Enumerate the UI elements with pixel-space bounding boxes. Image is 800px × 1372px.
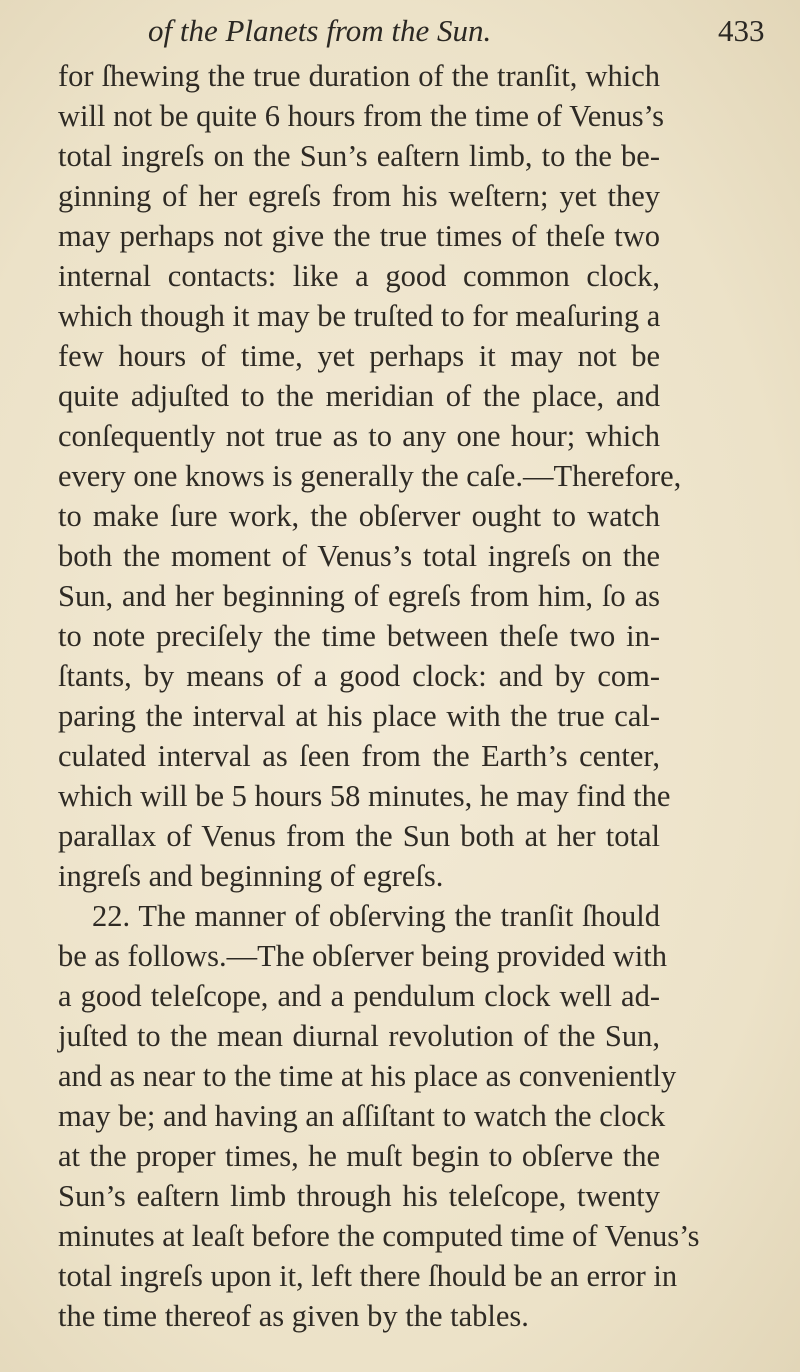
text-line: culated interval as ſeen from the Earth’s center,: [58, 739, 660, 773]
text-line: the time thereof as given by the tables.: [58, 1299, 529, 1333]
text-line: ingreſs and beginning of egreſs.: [58, 859, 444, 893]
text-line: paring the interval at his place with the true cal-: [58, 699, 660, 733]
text-line: a good teleſcope, and a pendulum clock well ad-: [58, 979, 660, 1013]
text-line: every one knows is generally the caſe.—Therefore,: [58, 459, 682, 493]
text-line: which though it may be truſted to for meaſuring a: [58, 299, 661, 333]
text-line: and as near to the time at his place as conveniently: [58, 1059, 677, 1093]
text-line: will not be quite 6 hours from the time of Venus’s: [58, 99, 664, 133]
text-line: total ingreſs upon it, left there ſhould be an error in: [58, 1259, 678, 1293]
text-line: minutes at leaſt before the computed time of Venus’s: [58, 1219, 700, 1253]
text-line: for ſhewing the true duration of the tranſit, which: [58, 59, 660, 93]
text-line: may perhaps not give the true times of theſe two: [58, 219, 660, 253]
text-line: to note preciſely the time between theſe two in-: [58, 619, 660, 653]
text-line: Sun, and her beginning of egreſs from him, ſo as: [58, 579, 660, 613]
text-line: conſequently not true as to any one hour; which: [58, 419, 660, 453]
text-line: both the moment of Venus’s total ingreſs on the: [58, 539, 660, 573]
text-line: ginning of her egreſs from his weſtern; yet they: [58, 179, 660, 213]
text-line: Sun’s eaſtern limb through his teleſcope, twenty: [58, 1179, 660, 1213]
text-line: 22. The manner of obſerving the tranſit ſhould: [92, 899, 660, 933]
text-line: to make ſure work, the obſerver ought to watch: [58, 499, 660, 533]
text-line: total ingreſs on the Sun’s eaſtern limb, to the be-: [58, 139, 660, 173]
page-number: 433: [718, 13, 765, 48]
text-line: quite adjuſted to the meridian of the place, and: [58, 379, 660, 413]
text-line: parallax of Venus from the Sun both at her total: [58, 819, 660, 853]
text-line: which will be 5 hours 58 minutes, he may find the: [58, 779, 671, 813]
text-line: ſtants, by means of a good clock: and by com-: [58, 659, 660, 693]
text-line: at the proper times, he muſt begin to obſerve the: [58, 1139, 660, 1173]
text-line: internal contacts: like a good common clock,: [58, 259, 660, 293]
text-line: few hours of time, yet perhaps it may not be: [58, 339, 660, 373]
running-head: of the Planets from the Sun.: [148, 13, 492, 48]
text-line: juſted to the mean diurnal revolution of the Sun,: [58, 1019, 660, 1053]
text-line: be as follows.—The obſerver being provided with: [58, 939, 668, 973]
text-line: may be; and having an aſſiſtant to watch the clock: [58, 1099, 666, 1133]
